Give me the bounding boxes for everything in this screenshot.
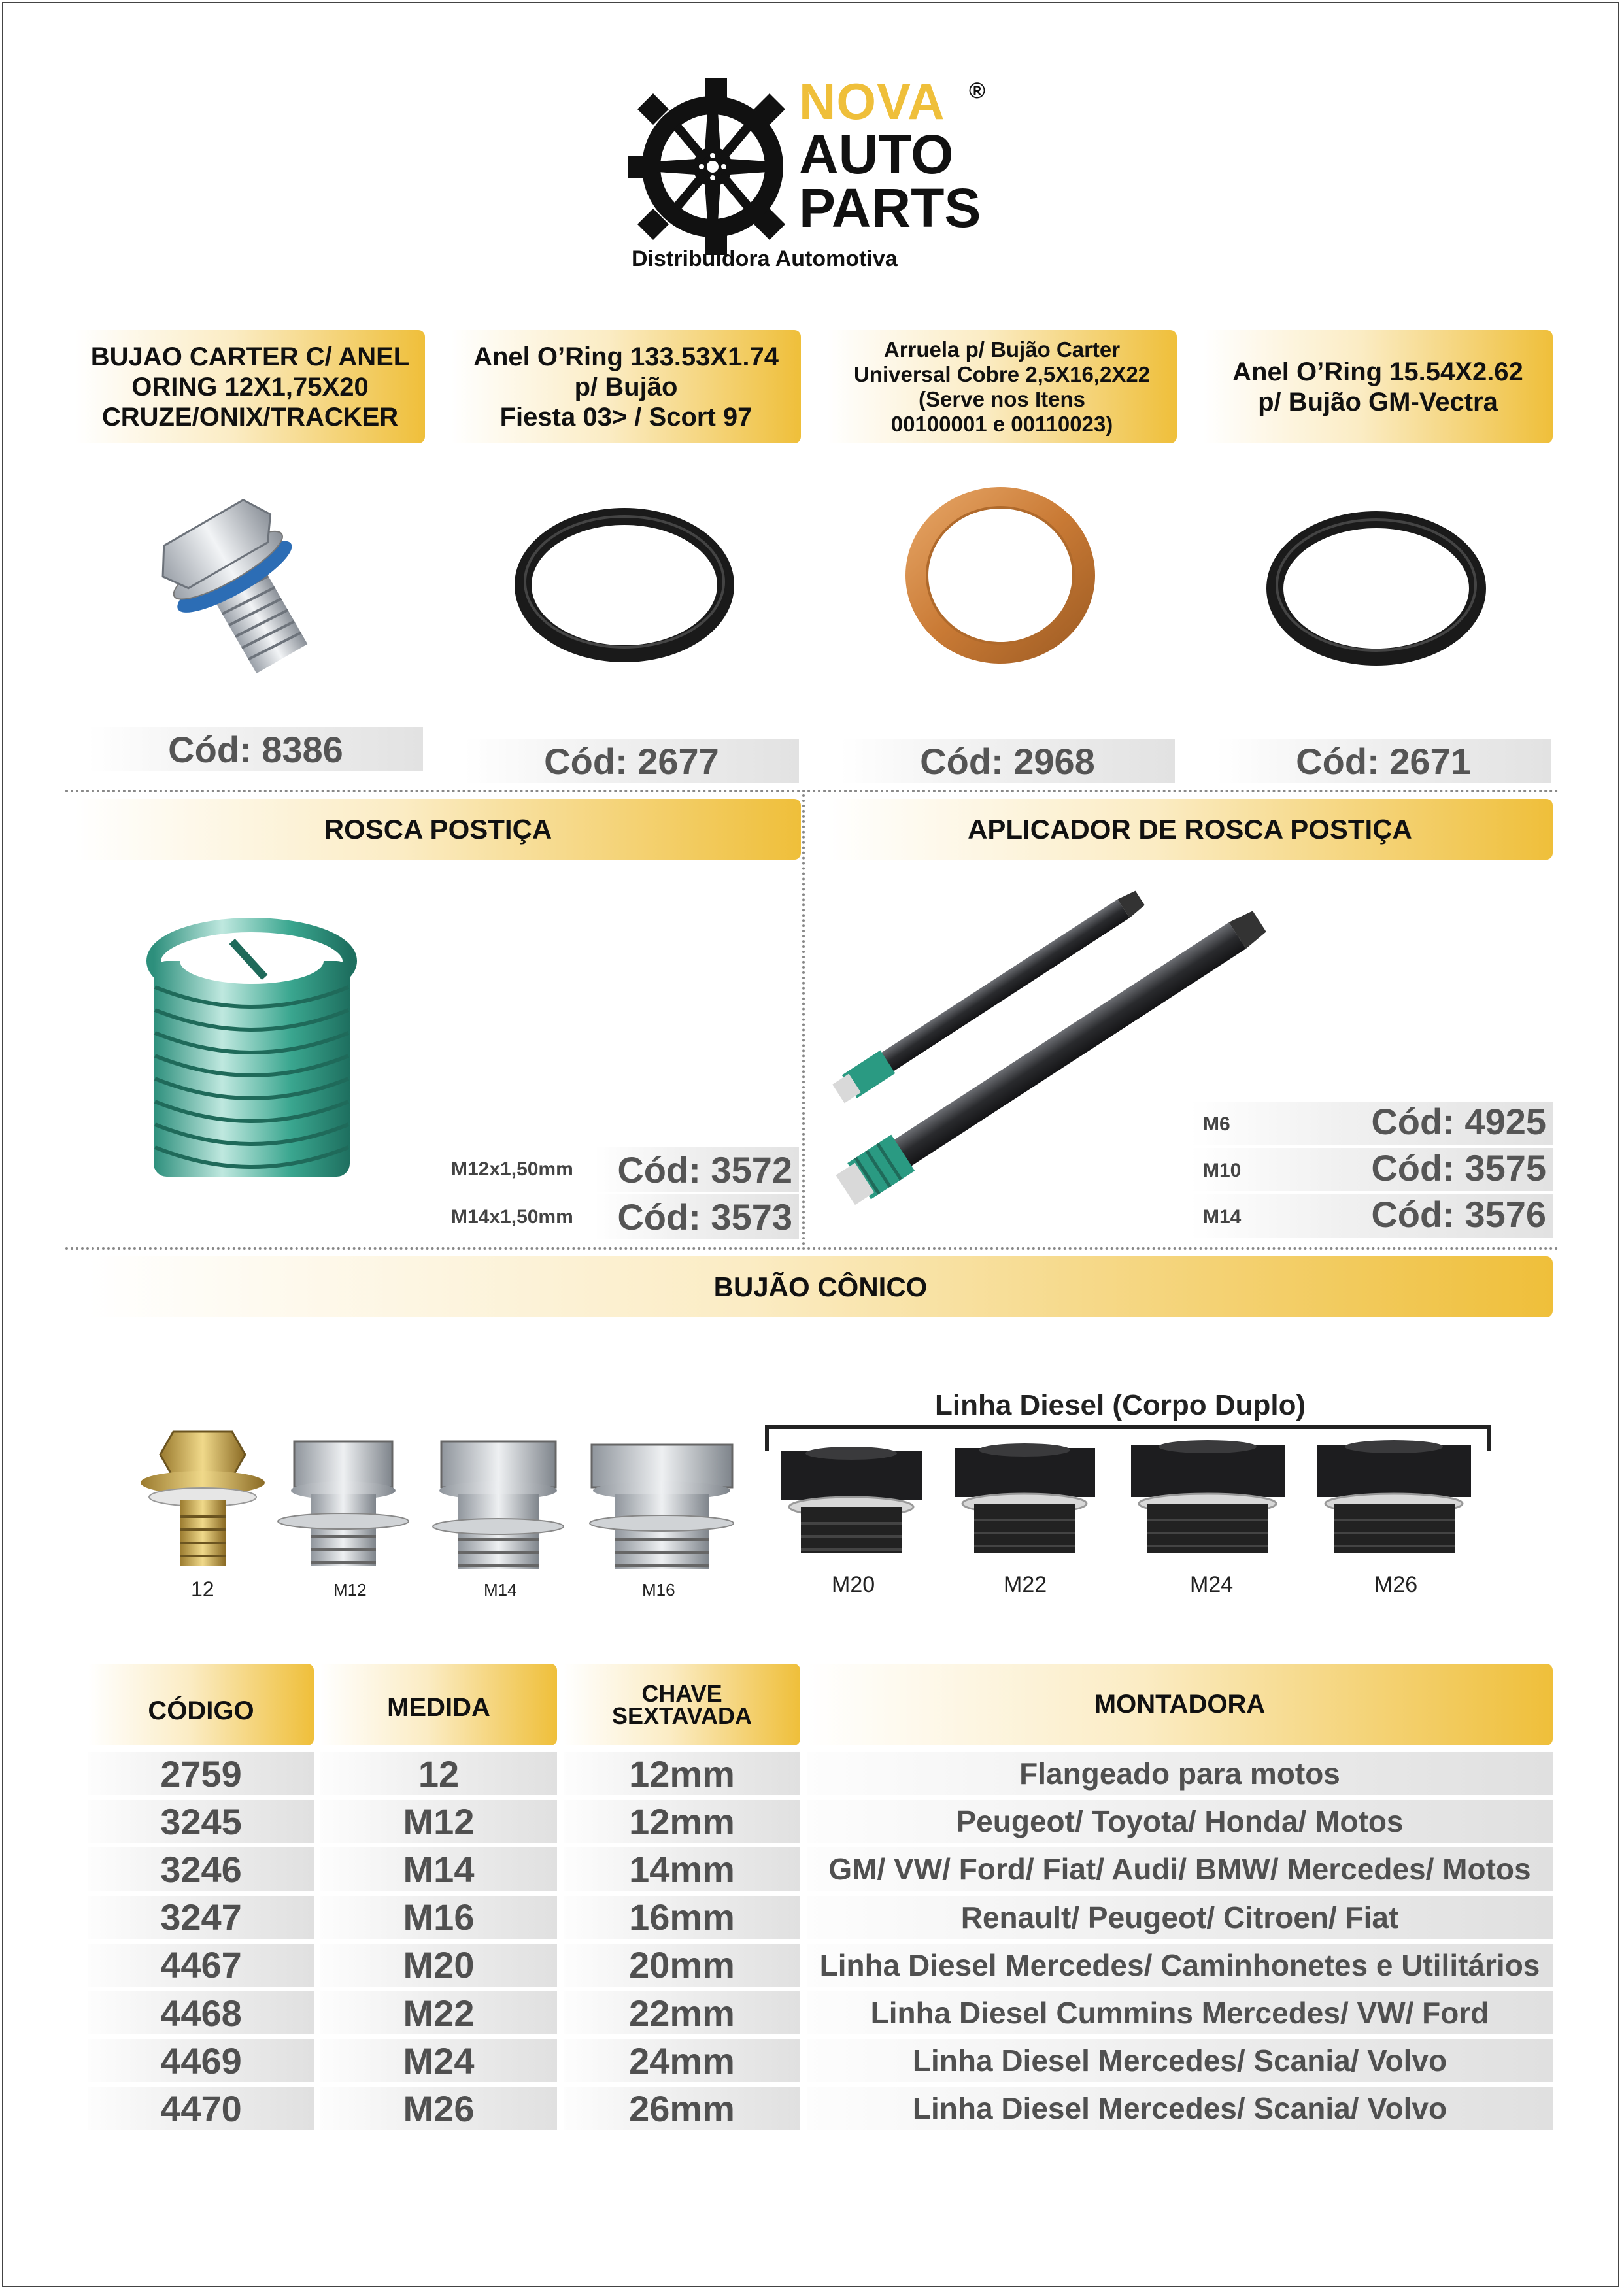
product-title-8386 [75, 330, 425, 443]
table-cell-chave: 20mm [564, 1944, 800, 1987]
table-cell-medida: M12 [320, 1800, 557, 1843]
aplicador-code-4925: Cód: 4925 [1371, 1101, 1546, 1142]
table-cell-chave: 26mm [564, 2087, 800, 2130]
table-header-chave [564, 1664, 800, 1745]
table-cell-montadora: Flangeado para motos [807, 1752, 1553, 1795]
table-cell-chave: 16mm [564, 1896, 800, 1939]
table-cell-medida: M22 [320, 1991, 557, 2034]
table-cell-chave: 12mm [564, 1800, 800, 1843]
plug-label-m20: M20 [832, 1572, 875, 1597]
table-cell-codigo: 4468 [88, 1991, 314, 2034]
plug-label-m26: M26 [1374, 1572, 1418, 1597]
brand-parts: PARTS [799, 177, 981, 239]
table-cell-codigo: 4469 [88, 2039, 314, 2082]
table-header-medida: MEDIDA [320, 1664, 557, 1745]
plug-label-12: 12 [191, 1577, 214, 1601]
plug-label-m24: M24 [1190, 1572, 1234, 1597]
product-title-2968 [827, 330, 1177, 443]
brand-logo [628, 75, 1007, 271]
table-cell-montadora: Linha Diesel Mercedes/ Scania/ Volvo [807, 2087, 1553, 2130]
plug-m16-image [585, 1438, 739, 1579]
table-cell-medida: 12 [320, 1752, 557, 1795]
divider [65, 790, 1559, 792]
plug-m20-image [775, 1441, 928, 1566]
table-cell-codigo: 3246 [88, 1847, 314, 1891]
plug-m26-image [1311, 1435, 1478, 1566]
aplicador-size-2: M10 [1203, 1160, 1242, 1181]
product-title-line: Arruela p/ Bujão Carter [883, 337, 1121, 362]
o-ring-2671-image [1262, 507, 1491, 670]
aplicador-code-3576: Cód: 3576 [1371, 1194, 1546, 1235]
table-header-montadora: MONTADORA [807, 1664, 1553, 1745]
table-cell-chave: 22mm [564, 1991, 800, 2034]
aplicador-size-1: M6 [1203, 1113, 1230, 1135]
table-cell-medida: M26 [320, 2087, 557, 2130]
thread-insert-image [141, 915, 363, 1229]
table-cell-chave: 12mm [564, 1752, 800, 1795]
plug-label-m22: M22 [1004, 1572, 1047, 1597]
product-code-2677: Cód: 2677 [464, 739, 799, 783]
table-cell-montadora: GM/ VW/ Ford/ Fiat/ Audi/ BMW/ Mercedes/ Motos [807, 1847, 1553, 1891]
table-cell-montadora: Peugeot/ Toyota/ Honda/ Motos [807, 1800, 1553, 1843]
table-cell-codigo: 4467 [88, 1944, 314, 1987]
plug-m12-image [275, 1435, 412, 1579]
divider [65, 1247, 1559, 1250]
product-title-line: Anel O’Ring 133.53X1.74 [473, 342, 779, 371]
table-cell-montadora: Renault/ Peugeot/ Citroen/ Fiat [807, 1896, 1553, 1939]
diesel-label: Linha Diesel (Corpo Duplo) [935, 1389, 1306, 1421]
plug-12-image [137, 1425, 268, 1576]
aplicador-size-3: M14 [1203, 1206, 1242, 1228]
table-cell-medida: M14 [320, 1847, 557, 1891]
copper-washer-image [892, 477, 1108, 673]
aplicador-code-3575: Cód: 3575 [1371, 1147, 1546, 1188]
product-code-2968: Cód: 2968 [840, 739, 1175, 783]
table-cell-montadora: Linha Diesel Mercedes/ Scania/ Volvo [807, 2039, 1553, 2082]
table-cell-medida: M16 [320, 1896, 557, 1939]
product-title-line: p/ Bujão [574, 372, 678, 401]
product-title-line: Fiesta 03> / Scort 97 [499, 402, 753, 431]
product-title-line: p/ Bujão GM-Vectra [1258, 387, 1498, 416]
table-cell-codigo: 4470 [88, 2087, 314, 2130]
wheel-gear-icon [628, 78, 804, 255]
divider [802, 794, 805, 1245]
product-title-line: CRUZE/ONIX/TRACKER [101, 402, 399, 431]
section-title-bujao: BUJÃO CÔNICO [88, 1256, 1553, 1317]
product-title-line: 00100001 e 00110023) [890, 411, 1113, 436]
brand-nova: NOVA [799, 73, 945, 130]
product-title-line: (Serve nos Itens [919, 386, 1085, 411]
product-title-line: ORING 12X1,75X20 [131, 372, 369, 401]
product-title-line: Universal Cobre 2,5X16,2X22 [853, 362, 1151, 386]
product-title-2671 [1203, 330, 1553, 443]
plug-label-m14: M14 [484, 1580, 517, 1600]
table-cell-montadora: Linha Diesel Mercedes/ Caminhonetes e Utilitários [807, 1944, 1553, 1987]
product-code-2671: Cód: 2671 [1216, 739, 1551, 783]
brand-tagline: Distribuidora Automotiva [632, 246, 898, 271]
table-cell-chave: 24mm [564, 2039, 800, 2082]
table-header-codigo: CÓDIGO [88, 1664, 314, 1745]
product-title-line: BUJAO CARTER C/ ANEL [90, 342, 410, 371]
product-title-2677 [451, 330, 801, 443]
product-title-line: Anel O’Ring 15.54X2.62 [1232, 357, 1523, 386]
table-cell-codigo: 3245 [88, 1800, 314, 1843]
table-header-chave-line2: SEXTAVADA [611, 1702, 752, 1729]
table-header-chave-line1: CHAVE [641, 1679, 722, 1707]
table-cell-chave: 14mm [564, 1847, 800, 1891]
section-title-rosca: ROSCA POSTIÇA [75, 799, 801, 860]
o-ring-2677-image [510, 503, 739, 667]
plug-m14-image [428, 1435, 569, 1579]
registered-mark: ® [969, 78, 986, 103]
table-cell-codigo: 3247 [88, 1896, 314, 1939]
brand-auto: AUTO [799, 124, 954, 185]
table-cell-montadora: Linha Diesel Cummins Mercedes/ VW/ Ford [807, 1991, 1553, 2034]
plug-m22-image [948, 1438, 1102, 1566]
rosca-code-3572: Cód: 3572 [595, 1147, 799, 1192]
table-cell-medida: M20 [320, 1944, 557, 1987]
table-cell-medida: M24 [320, 2039, 557, 2082]
rosca-size-2: M14x1,50mm [451, 1206, 573, 1228]
product-code-8386: Cód: 8386 [88, 727, 423, 771]
rosca-size-1: M12x1,50mm [451, 1158, 573, 1180]
table-cell-codigo: 2759 [88, 1752, 314, 1795]
plug-label-m12: M12 [333, 1580, 367, 1600]
plug-label-m16: M16 [642, 1580, 675, 1600]
plug-m24-image [1125, 1435, 1291, 1566]
drain-plug-image [147, 484, 343, 680]
rosca-code-3573: Cód: 3573 [595, 1194, 799, 1239]
section-title-aplicador: APLICADOR DE ROSCA POSTIÇA [827, 799, 1553, 860]
